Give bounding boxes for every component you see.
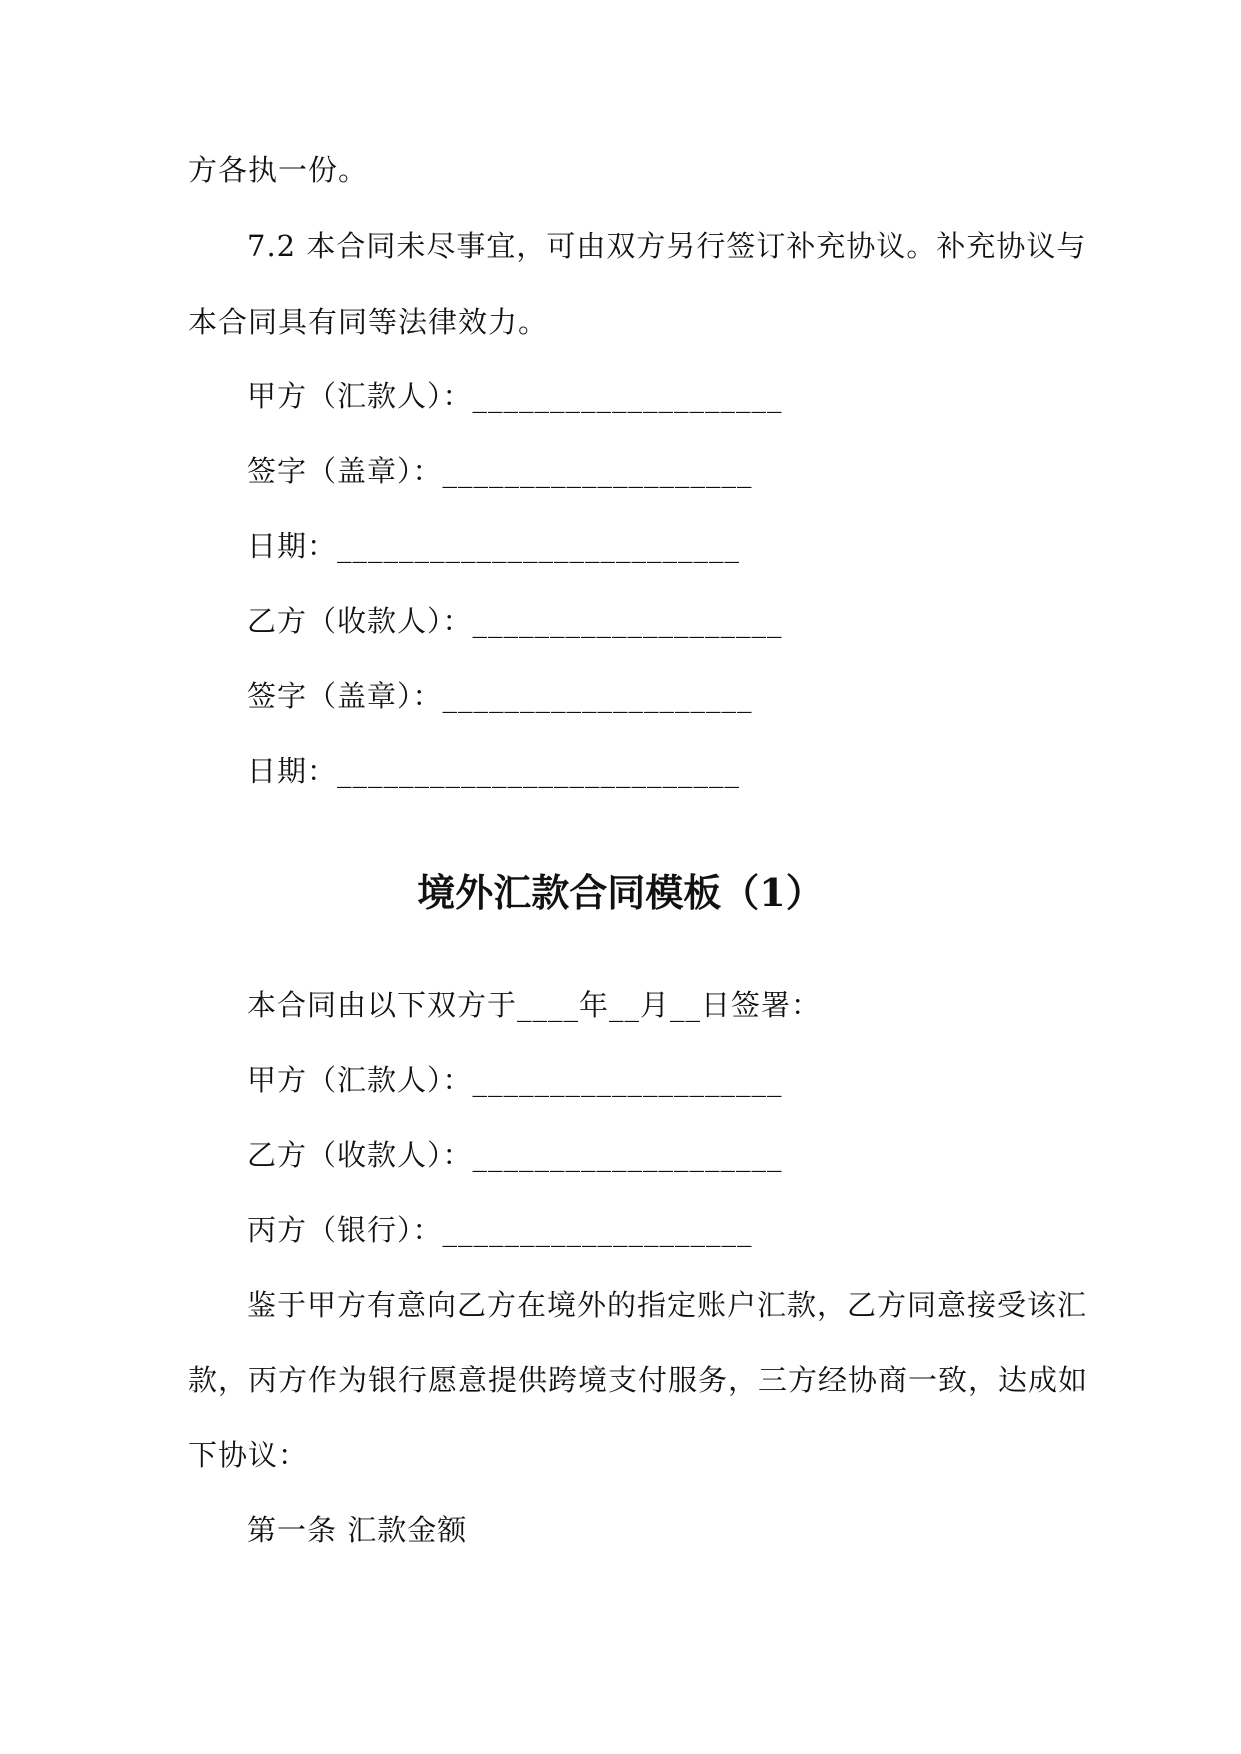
party-a-remitter-line: 甲方（汇款人）：____________________ <box>247 379 783 413</box>
recital-line-3: 下协议： <box>188 1438 309 1472</box>
party-b-signature-line: 签字（盖章）：____________________ <box>247 679 753 713</box>
recital-line-2: 款，丙方作为银行愿意提供跨境支付服务，三方经协商一致，达成如 <box>188 1363 1089 1397</box>
signing-date-line: 本合同由以下双方于____年__月__日签署： <box>247 988 822 1022</box>
contract-title: 境外汇款合同模板（1） <box>417 870 824 915</box>
article-1-heading: 第一条 汇款金额 <box>247 1513 468 1547</box>
party-a-date-line: 日期：__________________________ <box>247 529 741 563</box>
party-b-payee-line: 乙方（收款人）：____________________ <box>247 604 783 638</box>
clause-7-2-line-1: 7.2 本合同未尽事宜，可由双方另行签订补充协议。补充协议与 <box>247 229 1087 263</box>
clause-7-2-line-2: 本合同具有同等法律效力。 <box>188 305 549 339</box>
contract-party-c-bank-line: 丙方（银行）：____________________ <box>247 1213 753 1247</box>
contract-party-a-line: 甲方（汇款人）：____________________ <box>247 1063 783 1097</box>
party-b-date-line: 日期：__________________________ <box>247 754 741 788</box>
contract-party-b-line: 乙方（收款人）：____________________ <box>247 1138 783 1172</box>
recital-line-1: 鉴于甲方有意向乙方在境外的指定账户汇款，乙方同意接受该汇 <box>247 1288 1088 1322</box>
text-line-copies: 方各执一份。 <box>188 153 369 187</box>
party-a-signature-line: 签字（盖章）：____________________ <box>247 454 753 488</box>
